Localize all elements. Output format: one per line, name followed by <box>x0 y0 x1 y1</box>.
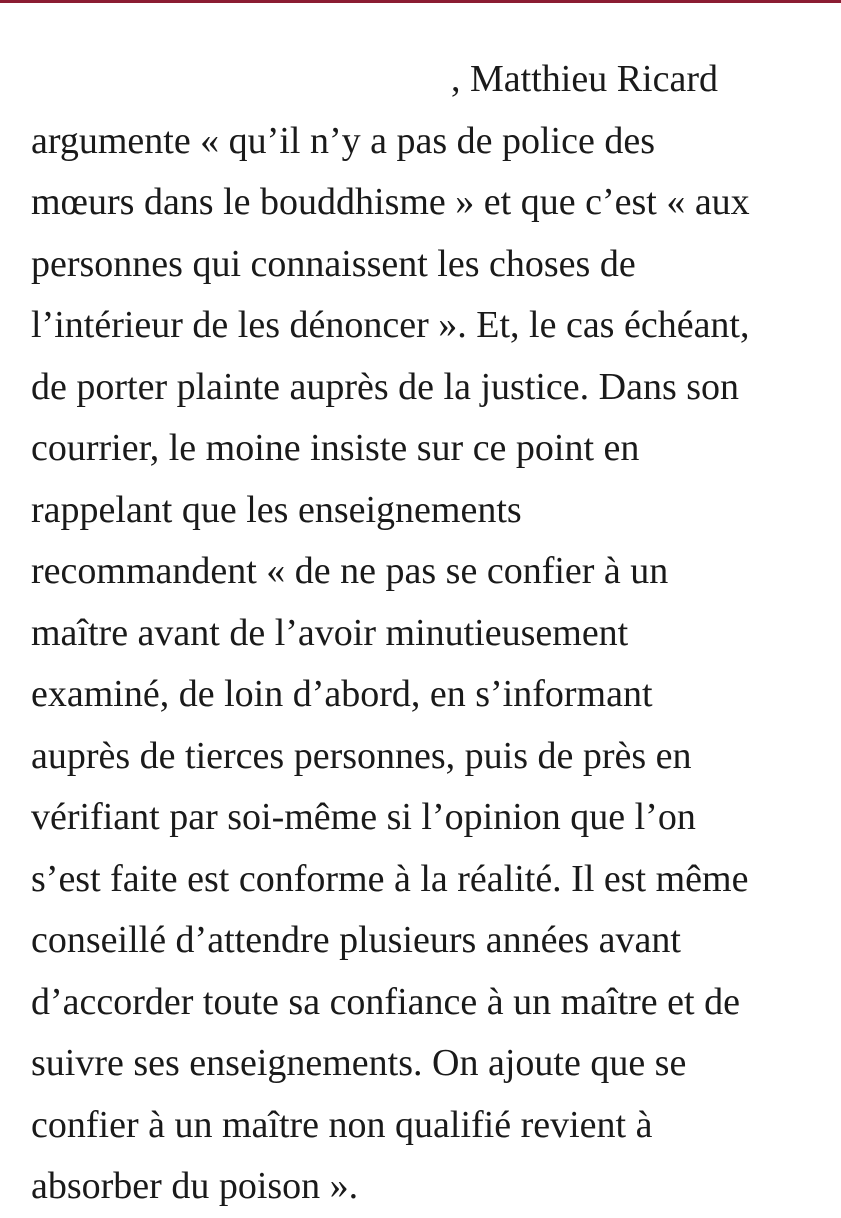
text-line: mœurs dans le bouddhisme » et que c’est « aux <box>31 181 750 223</box>
text-line: auprès de tierces personnes, puis de près en <box>31 734 692 777</box>
text-line: de porter plainte auprès de la justice. Dans son <box>31 365 740 408</box>
text-line: argumente « qu’il n’y a pas de police des <box>31 119 655 162</box>
text-line: courrier, le moine insiste sur ce point en <box>31 427 640 469</box>
text-line: rappelant que les enseignements <box>31 488 522 531</box>
text-line: l’intérieur de les dénoncer ». Et, le cas échéant, <box>31 304 750 346</box>
text-line: examiné, de loin d’abord, en s’informant <box>31 673 653 715</box>
text-line: maître avant de l’avoir minutieusement <box>31 611 629 654</box>
text-line: vérifiant par soi-même si l’opinion que l’on <box>31 796 696 838</box>
text-line: conseillé d’attendre plusieurs années avant <box>31 919 681 961</box>
text-line: confier à un maître non qualifié revient à <box>31 1103 653 1146</box>
text-line: absorber du poison ». <box>31 1165 359 1207</box>
text-line: , Matthieu Ricard <box>451 58 718 100</box>
text-line: personnes qui connaissent les choses de <box>31 242 636 285</box>
text-line: s’est faite est conforme à la réalité. Il est même <box>31 857 749 900</box>
text-line: d’accorder toute sa confiance à un maître et de <box>31 980 740 1023</box>
text-line: recommandent « de ne pas se confier à un <box>31 550 669 592</box>
article-text <box>31 49 831 1218</box>
top-divider <box>0 0 841 3</box>
text-line: suivre ses enseignements. On ajoute que se <box>31 1042 687 1084</box>
